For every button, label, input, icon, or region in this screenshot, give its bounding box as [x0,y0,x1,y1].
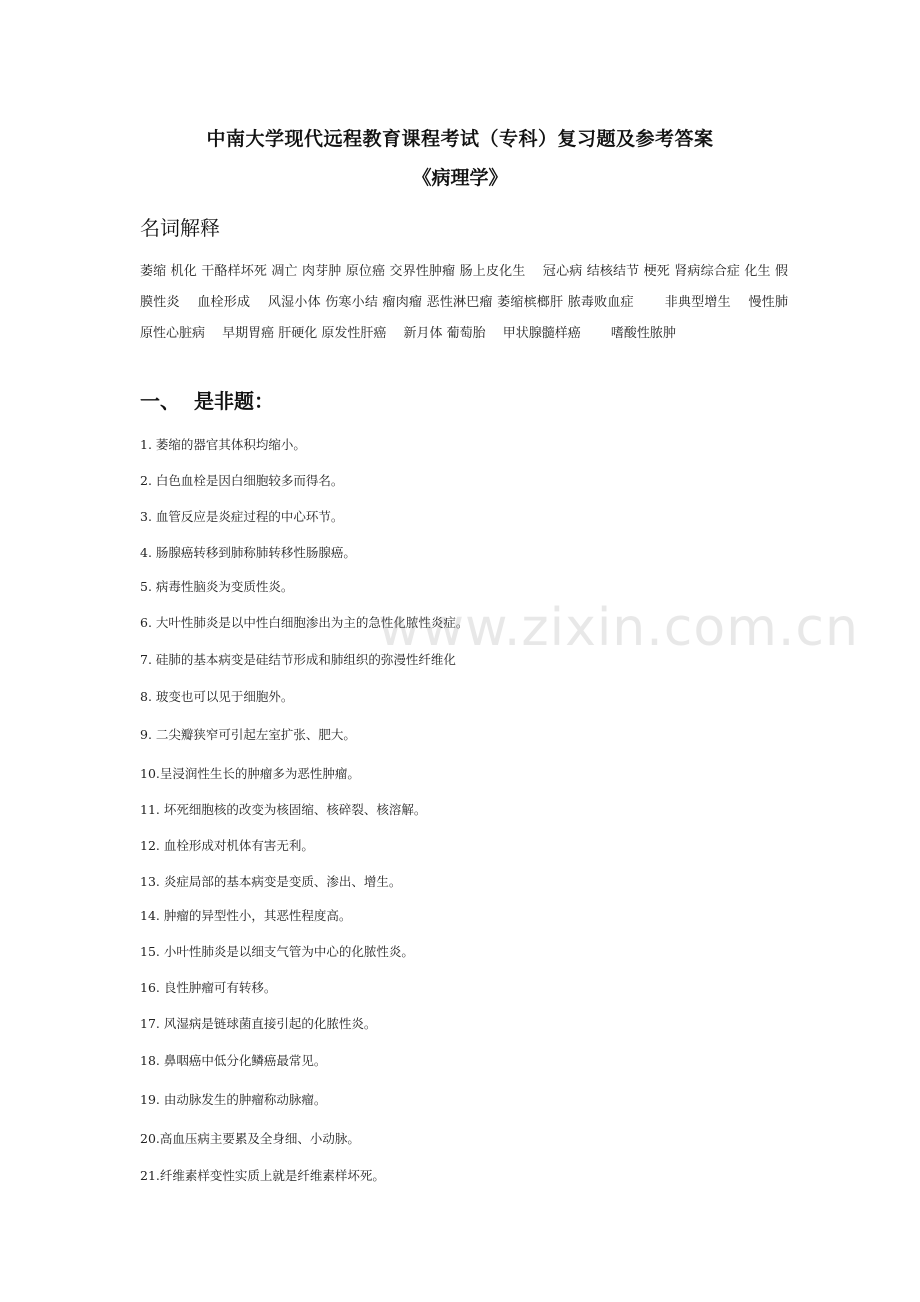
document-title: 中南大学现代远程教育课程考试（专科）复习题及参考答案 [206,128,714,150]
question-item: 2. 白色血栓是因白细胞较多而得名。 [140,473,344,488]
terms-heading: 名词解释 [140,216,220,240]
question-item: 12. 血栓形成对机体有害无利。 [140,838,314,853]
question-item: 1. 萎缩的器官其体积均缩小。 [140,437,306,452]
section-heading [140,385,274,414]
question-item: 20.高血压病主要累及全身细、小动脉。 [140,1131,360,1146]
section-title: 是非题： [194,389,274,413]
question-item: 8. 玻变也可以见于细胞外。 [140,689,294,704]
question-item: 4. 肠腺癌转移到肺称肺转移性肠腺癌。 [140,545,356,560]
question-item: 16. 良性肿瘤可有转移。 [140,980,277,995]
question-item: 7. 硅肺的基本病变是硅结节形成和肺组织的弥漫性纤维化 [140,652,456,667]
question-item: 6. 大叶性肺炎是以中性白细胞渗出为主的急性化脓性炎症。 [140,615,469,630]
question-item: 11. 坏死细胞核的改变为核固缩、核碎裂、核溶解。 [140,802,427,817]
question-item: 18. 鼻咽癌中低分化鳞癌最常见。 [140,1053,327,1068]
course-subtitle: 《病理学》 [412,167,508,189]
section-number: 一、 [140,389,180,413]
question-item: 14. 肿瘤的异型性小，其恶性程度高。 [140,908,352,923]
question-item: 5. 病毒性脑炎为变质性炎。 [140,579,294,594]
question-item: 17. 风湿病是链球菌直接引起的化脓性炎。 [140,1016,377,1031]
question-item: 19. 由动脉发生的肿瘤称动脉瘤。 [140,1092,327,1107]
question-item: 3. 血管反应是炎症过程的中心环节。 [140,509,344,524]
question-item: 10.呈浸润性生长的肿瘤多为恶性肿瘤。 [140,766,360,781]
question-item: 9. 二尖瓣狭窄可引起左室扩张、肥大。 [140,727,356,742]
question-item: 21.纤维素样变性实质上就是纤维素样坏死。 [140,1168,385,1183]
terms-list: 萎缩 机化 干酪样坏死 凋亡 肉芽肿 原位癌 交界性肿瘤 肠上皮化生 冠心病 结核结节 梗死 肾病综合症 化生 假膜性炎 血栓形成 风湿小体 伤寒小结 瘤肉瘤 恶性淋巴瘤 萎缩槟榔肝 脓毒败血症 非典型增生 慢性肺原性心脏病 早期胃癌 肝硬化 原发性肝癌 新月体 葡萄胎 甲状腺髓样癌 嗜酸性脓肿 [140,264,788,341]
watermark: www.zixin.com.cn [378,598,859,658]
question-item: 13. 炎症局部的基本病变是变质、渗出、增生。 [140,874,402,889]
question-item: 15. 小叶性肺炎是以细支气管为中心的化脓性炎。 [140,944,414,959]
